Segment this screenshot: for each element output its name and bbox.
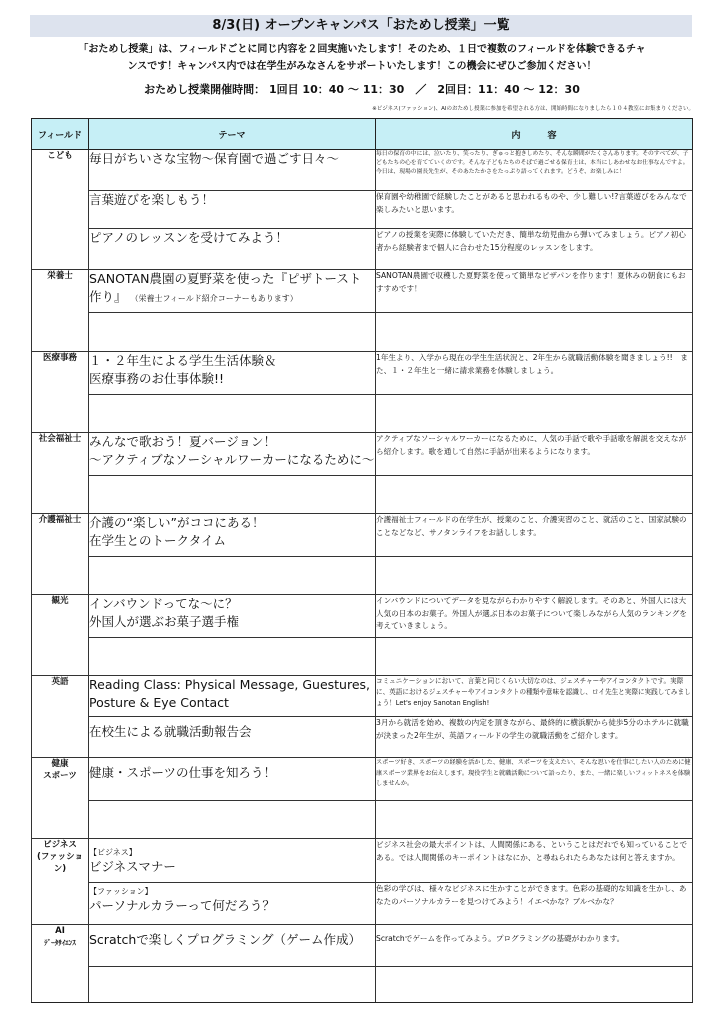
table-row — [32, 270, 693, 313]
content-cell: インバウンドについてデータを見ながらわかりやすく解説します。そのあと、外国人には大人気の日本のお菓子。外国人が選ぶ日本のお菓子について楽しみながら人気のランキングを考えていきましょう。 — [376, 595, 693, 638]
table-row — [32, 433, 693, 476]
table-header-row — [32, 119, 693, 150]
content-cell-empty — [376, 967, 693, 1003]
content-cell: ビジネス社会の最大ポイントは、人間関係にある、ということはだれでも知っていることである。では人間関係のキーポイントはなにか、と尋ねられたらあなたは何と答えますか。 — [376, 839, 693, 883]
table-row-empty — [32, 476, 693, 514]
table-row-empty — [32, 801, 693, 839]
theme-cell-empty — [89, 313, 376, 352]
theme-cell-empty — [89, 557, 376, 595]
table-row-empty — [32, 395, 693, 433]
theme-cell-empty — [89, 801, 376, 839]
content-cell: アクティブなソーシャルワーカーになるために、人気の手話で歌や手話歌を解説を交えながら紹介します。歌を通して自然に手話が出来るようになります。 — [376, 433, 693, 476]
table-row-empty — [32, 313, 693, 352]
theme-cell: みんなで歌おう！夏バージョン！ ～アクティブなソーシャルワーカーになるために～ — [89, 433, 376, 476]
field-label-kodomo: こども — [32, 150, 89, 270]
theme-cell: 在校生による就職活動報告会 — [89, 717, 376, 758]
content-cell: 1年生より、入学から現在の学生生活状況と、2年生から就職活動体験を聞きましょう!! また、１・２年生と一緒に請求業務を体験しましょう。 — [376, 352, 693, 395]
content-cell-empty — [376, 476, 693, 514]
field-label-kenkou: 健康 スポーツ — [32, 758, 89, 839]
intro-line-1: 「おためし授業」は、フィールドごとに同じ内容を２回実施いたします！そのため、１日で複数のフィールドを体験できるチャ — [78, 44, 646, 55]
field-label-business: ビジネス (ファッション) — [32, 839, 89, 925]
theme-cell: 【ファッション】 パーソナルカラーって何だろう？ — [89, 883, 376, 925]
table-row — [32, 150, 693, 191]
content-cell-empty — [376, 801, 693, 839]
table-row — [32, 758, 693, 801]
theme-cell: SANOTAN農園の夏野菜を使った『ピザトースト 作り』 （栄養士フィールド紹介コーナーもあります） — [89, 270, 376, 313]
content-cell: スポーツ好き、スポーツの経験を活かした、健康、スポーツを支えたい、そんな思いを仕事にしたい人のために健康スポーツ業界をお伝えします。現役学生と就職活動について語ったり、また、一緒に楽しいフィットネスを体験しませんか。 — [376, 758, 693, 801]
field-label-iryou: 医療事務 — [32, 352, 89, 433]
theme-cell-empty — [89, 967, 376, 1003]
theme-cell-empty — [89, 638, 376, 676]
theme-cell: インバウンドってな～に？ 外国人が選ぶお菓子選手権 — [89, 595, 376, 638]
field-label-eigo: 英語 — [32, 676, 89, 758]
table-row — [32, 191, 693, 229]
table-row — [32, 229, 693, 270]
content-cell: Scratchでゲームを作ってみよう。プログラミングの基礎がわかります。 — [376, 925, 693, 967]
column-header-field: フィールド — [32, 119, 89, 150]
theme-cell: Reading Class: Physical Message, Guestures, Posture & Eye Contact — [89, 676, 376, 717]
theme-cell: 毎日がちいさな宝物～保育園で過ごす日々～ — [89, 150, 376, 191]
field-label-kankou: 観光 — [32, 595, 89, 676]
content-cell: SANOTAN農園で収穫した夏野菜を使って簡単なピザパンを作ります！夏休みの朝食にもおすすめです！ — [376, 270, 693, 313]
intro-line-2: ンスです！キャンパス内では在学生がみなさんをサポートいたします！この機会にぜひご参加ください！ — [127, 61, 597, 72]
field-label-ai: AI ﾃﾞｰﾀｻｲｴﾝｽ — [32, 925, 89, 1003]
table-row — [32, 352, 693, 395]
theme-cell: 健康・スポーツの仕事を知ろう！ — [89, 758, 376, 801]
table-row — [32, 676, 693, 717]
table-row-empty — [32, 638, 693, 676]
page-title: 8/3(日) オープンキャンパス「おためし授業」一覧 — [30, 15, 692, 37]
table-row — [32, 883, 693, 925]
content-cell: 保育園や幼稚園で経験したことがあると思われるものや、少し難しい!?言葉遊びをみんなで楽しみたいと思います。 — [376, 191, 693, 229]
field-label-shakai: 社会福祉士 — [32, 433, 89, 514]
theme-cell: 【ビジネス】 ビジネスマナー — [89, 839, 376, 883]
table-row — [32, 925, 693, 967]
theme-cell: 言葉遊びを楽しもう！ — [89, 191, 376, 229]
theme-cell-empty — [89, 395, 376, 433]
table-row-empty — [32, 557, 693, 595]
content-cell-empty — [376, 395, 693, 433]
content-cell-empty — [376, 638, 693, 676]
table-row — [32, 717, 693, 758]
intro-text — [24, 41, 700, 75]
content-cell: 毎日の保育の中には、泣いたり、笑ったり、ぎゅっと抱きしめたり、そんな瞬間がたくさんあります。そのすべてが、子どもたちの心を育てていくのです。そんな子どもたちのそばで過ごせる保育士は、本当にしあわせなお仕事なんですよ。今日は、現場の園長先生が、そのあたたかさをたっぷり語ってくれます。どうぞ、お楽しみに！ — [376, 150, 693, 191]
content-cell-empty — [376, 557, 693, 595]
schedule-times: おためし授業開催時間： 1回目 10：40 ～ 11：30 ／ 2回目：11：40 ～ 12：30 — [144, 83, 580, 96]
column-header-theme: テーマ — [89, 119, 376, 150]
table-row — [32, 595, 693, 638]
trial-class-table — [31, 118, 693, 1003]
theme-cell-empty — [89, 476, 376, 514]
theme-cell: ピアノのレッスンを受けてみよう！ — [89, 229, 376, 270]
column-header-content: 内 容 — [376, 119, 693, 150]
venue-note: ※ビジネス(ファッション)、AIのおためし授業に参加を希望される方は、開始時間になりましたら１０４教室にお集まりください。 — [372, 106, 694, 112]
theme-cell: １・２年生による学生生活体験＆ 医療事務のお仕事体験!! — [89, 352, 376, 395]
content-cell: 3月から就活を始め、複数の内定を頂きながら、最終的に横浜駅から徒歩5分のホテルに就職が決まった2年生が、英語フィールドの学生の就職活動をご紹介します。 — [376, 717, 693, 758]
field-label-kaigo: 介護福祉士 — [32, 514, 89, 595]
content-cell-empty — [376, 313, 693, 352]
content-cell: コミュニケーションにおいて、言葉と同じくらい大切なのは、ジェスチャーやアイコンタクトです。実際に、英語におけるジェスチャーやアイコンタクトの種類や意味を認識し、ロイ先生と実際に実践してみましょう！Let's enjoy Sanotan English! — [376, 676, 693, 717]
theme-cell: Scratchで楽しくプログラミング（ゲーム作成） — [89, 925, 376, 967]
content-cell: 介護福祉士フィールドの在学生が、授業のこと、介護実習のこと、就活のこと、国家試験のことなどなど、サノタンライフをお話しします。 — [376, 514, 693, 557]
table-row — [32, 514, 693, 557]
theme-cell: 介護の“楽しい”がココにある！ 在学生とのトークタイム — [89, 514, 376, 557]
content-cell: ピアノの授業を実際に体験していただき、簡単な幼児曲から弾いてみましょう。ピアノ初心者から経験者まで個人に合わせた15分程度のレッスンをします。 — [376, 229, 693, 270]
content-cell: 色彩の学びは、様々なビジネスに生かすことができます。色彩の基礎的な知識を生かし、あなたのパーソナルカラーを見つけてみよう！イエベかな？ブルベかな？ — [376, 883, 693, 925]
table-row-empty — [32, 967, 693, 1003]
field-label-eiyoushi: 栄養士 — [32, 270, 89, 352]
table-row — [32, 839, 693, 883]
